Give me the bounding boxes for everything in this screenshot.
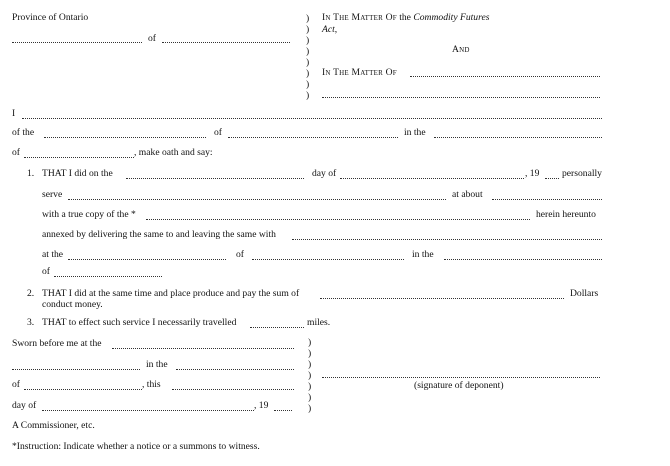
matter-1-the: the	[399, 12, 411, 23]
para1-personally: personally	[562, 168, 602, 179]
deponent-name-blank[interactable]	[22, 118, 602, 119]
para1-in-the: in the	[412, 249, 434, 260]
matter-2-blank-1[interactable]	[410, 76, 600, 77]
jurat-in-the: in the	[146, 359, 168, 370]
para2-text: THAT I did at the same time and place produce and pay the sum of	[42, 288, 300, 299]
para2-amount-blank[interactable]	[320, 298, 564, 299]
deponent-of: of	[214, 127, 222, 138]
jurat-day-of: day of	[12, 400, 37, 411]
para1-at-about: at about	[452, 189, 483, 200]
para3-text: THAT to effect such service I necessarily travelled	[42, 317, 237, 328]
para1-true-copy: with a true copy of the *	[42, 209, 136, 220]
para3-miles: miles.	[307, 317, 331, 328]
matter-1-prefix: In The Matter Of	[322, 12, 397, 23]
para1-served-person-blank[interactable]	[68, 199, 446, 200]
para1-of-last: of	[42, 266, 50, 277]
make-oath-text: , make oath and say:	[134, 147, 213, 158]
matter-1-act-line2: Act,	[322, 24, 338, 35]
jurat-year-blank[interactable]	[274, 410, 292, 411]
para2-number: 2.	[27, 288, 35, 299]
header-blank-1[interactable]	[12, 42, 142, 43]
para1-of: of	[236, 249, 244, 260]
para3-distance-blank[interactable]	[250, 327, 304, 328]
para1-of-last-blank[interactable]	[54, 276, 162, 277]
para1-place-of-blank[interactable]	[252, 259, 404, 260]
para1-at-the: at the	[42, 249, 64, 260]
deponent-i: I	[12, 108, 16, 119]
instruction-footnote: *Instruction: Indicate whether a notice or a summons to witness.	[12, 441, 260, 452]
matter-2-blank-2[interactable]	[322, 97, 600, 98]
para1-recipient-blank[interactable]	[292, 239, 602, 240]
signature-label: (signature of deponent)	[414, 380, 504, 391]
jurat-of: of	[12, 379, 20, 390]
matter-2-prefix: In The Matter Of	[322, 67, 397, 78]
deponent-occupation-blank[interactable]	[24, 157, 134, 158]
jurat-of-blank[interactable]	[24, 389, 142, 390]
jurat-sworn: Sworn before me at the	[12, 338, 102, 349]
jurat-blank-2[interactable]	[12, 369, 140, 370]
jurat-in-blank[interactable]	[176, 369, 294, 370]
para1-place-blank[interactable]	[68, 259, 226, 260]
para1-month-blank[interactable]	[340, 178, 524, 179]
province-label: Province of Ontario	[12, 12, 89, 23]
para2-conduct-money: conduct money.	[42, 299, 103, 310]
para1-year: , 19	[525, 168, 540, 179]
para1-serve: serve	[42, 189, 63, 200]
jurat-this-blank[interactable]	[172, 389, 294, 390]
header-blank-2[interactable]	[162, 42, 290, 43]
para1-time-blank[interactable]	[492, 199, 602, 200]
commissioner-label: A Commissioner, etc.	[12, 420, 95, 431]
para3-number: 3.	[27, 317, 35, 328]
and-label: And	[452, 44, 470, 55]
header-of-label: of	[148, 33, 156, 44]
deponent-in-the: in the	[404, 127, 426, 138]
para1-in-blank[interactable]	[444, 259, 602, 260]
deponent-city-blank[interactable]	[44, 137, 206, 138]
para1-document-blank[interactable]	[146, 219, 530, 220]
deponent-county-blank[interactable]	[434, 137, 602, 138]
para1-number: 1.	[27, 168, 35, 179]
jurat-month-blank[interactable]	[42, 410, 254, 411]
jurat-this: , this	[142, 379, 161, 390]
para1-day-of: day of	[312, 168, 337, 179]
para1-date-blank[interactable]	[126, 178, 304, 179]
signature-blank[interactable]	[322, 377, 600, 378]
deponent-of-the: of the	[12, 127, 35, 138]
matter-1-act: Commodity Futures	[413, 12, 490, 23]
para1-annexed: annexed by delivering the same to and leaving the same with	[42, 229, 276, 240]
matter-1-line	[322, 12, 489, 24]
deponent-of2: of	[12, 147, 20, 158]
para1-did-on: THAT I did on the	[42, 168, 113, 179]
deponent-municipality-blank[interactable]	[228, 137, 398, 138]
para1-year-blank[interactable]	[545, 178, 559, 179]
para1-herein: herein hereunto	[536, 209, 596, 220]
para2-dollars: Dollars	[570, 288, 599, 299]
jurat-place-blank[interactable]	[112, 348, 294, 349]
jurat-year: , 19	[254, 400, 269, 411]
